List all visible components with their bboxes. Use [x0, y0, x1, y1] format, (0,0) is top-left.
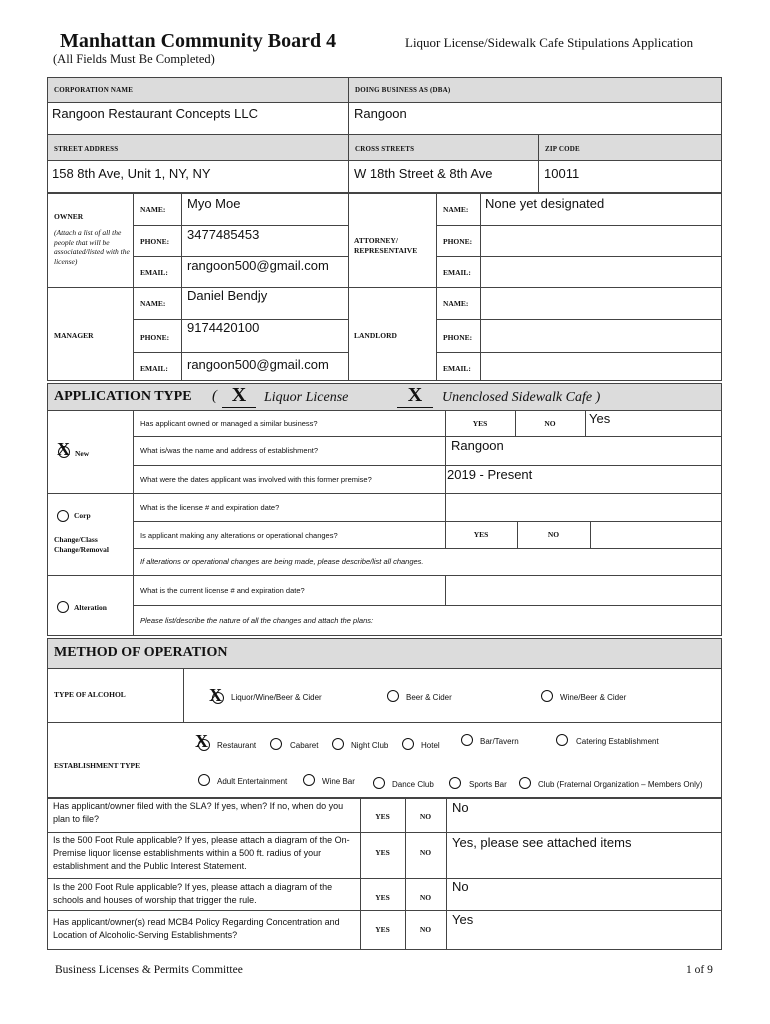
attorney-email-label: EMAIL: — [443, 268, 471, 277]
500-foot-no-label[interactable]: NO — [419, 848, 432, 857]
500-foot-yes-label[interactable]: YES — [375, 848, 390, 857]
establishment-option-radio[interactable] — [556, 734, 568, 746]
question-license-expiration: What is the license # and expiration date? — [140, 503, 280, 512]
corporation-name-label: CORPORATION NAME — [54, 86, 134, 94]
establishment-option-radio[interactable] — [449, 777, 461, 789]
manager-email-field[interactable]: rangoon500@gmail.com — [187, 357, 329, 372]
page-title: Manhattan Community Board 4 — [60, 30, 337, 52]
alteration-label: Alteration — [74, 603, 107, 612]
street-address-field[interactable]: 158 8th Ave, Unit 1, NY, NY — [52, 166, 211, 181]
question-plans: Please list/describe the nature of all the changes and attach the plans: — [140, 616, 374, 625]
dba-label: DOING BUSINESS AS (DBA) — [355, 86, 451, 94]
owner-label: OWNER — [54, 212, 84, 221]
landlord-phone-label: PHONE: — [443, 333, 473, 342]
establishment-option-label: Dance Club — [392, 780, 434, 789]
alcohol-option-label: Wine/Beer & Cider — [560, 693, 627, 702]
cross-streets-field[interactable]: W 18th Street & 8th Ave — [354, 166, 493, 181]
method-of-operation-table — [47, 638, 722, 798]
landlord-label: LANDLORD — [354, 331, 397, 340]
sidewalk-cafe-label: Unenclosed Sidewalk Cafe ) — [442, 390, 601, 405]
establishment-option-radio[interactable] — [198, 774, 210, 786]
owned-no-label[interactable]: NO — [544, 419, 556, 428]
question-sla: Has applicant/owner filed with the SLA? If yes, when? If no, when do you plan to file? — [53, 801, 344, 824]
question-owned-similar: Has applicant owned or managed a similar business? — [140, 419, 318, 428]
alterations-yes-label[interactable]: YES — [473, 530, 489, 539]
manager-name-field[interactable]: Daniel Bendjy — [187, 288, 268, 303]
mcb4-yes-label[interactable]: YES — [375, 925, 390, 934]
establishment-option-label: Restaurant — [217, 741, 257, 750]
mcb4-no-label[interactable]: NO — [419, 925, 432, 934]
owner-note: (Attach a list of all the people that will be associated/listed with the license) — [54, 228, 130, 266]
alcohol-option-label: Beer & Cider — [406, 693, 452, 702]
answer-owned-similar[interactable]: Yes — [589, 411, 611, 426]
question-current-license: What is the current license # and expiration date? — [140, 586, 305, 595]
establishment-option-label: Cabaret — [290, 741, 319, 750]
zip-code-label: ZIP CODE — [545, 145, 580, 153]
alcohol-option-radio[interactable] — [387, 690, 399, 702]
establishment-checkmark: X — [195, 731, 208, 751]
owner-email-field[interactable]: rangoon500@gmail.com — [187, 258, 329, 273]
manager-phone-label: PHONE: — [140, 333, 170, 342]
establishment-option-radio[interactable] — [270, 738, 282, 750]
attorney-name-label: NAME: — [443, 205, 469, 214]
establishment-option-label: Night Club — [351, 741, 389, 750]
sidewalk-cafe-checkmark[interactable]: X — [397, 384, 433, 408]
answer-200-foot-rule[interactable]: No — [452, 879, 469, 894]
manager-phone-field[interactable]: 9174420100 — [187, 320, 260, 335]
sla-yes-label[interactable]: YES — [375, 812, 390, 821]
establishment-option-label: Bar/Tavern — [480, 737, 519, 746]
method-of-operation-title: METHOD OF OPERATION — [54, 645, 228, 660]
answer-dates[interactable]: 2019 - Present — [447, 467, 533, 482]
alcohol-type-label: TYPE OF ALCOHOL — [54, 690, 126, 699]
cross-streets-label: CROSS STREETS — [355, 145, 415, 153]
establishment-option-radio[interactable] — [519, 777, 531, 789]
question-dates: What were the dates applicant was involved with this former premise? — [140, 475, 372, 484]
corp-label: Corp — [74, 511, 91, 520]
attorney-label: ATTORNEY/ REPRESENTAIVE — [354, 236, 418, 255]
alteration-radio[interactable] — [57, 601, 69, 613]
question-describe-changes: If alterations or operational changes are being made, please describe/list all changes. — [140, 557, 424, 566]
dba-field[interactable]: Rangoon — [354, 106, 407, 121]
owner-phone-label: PHONE: — [140, 237, 170, 246]
establishment-option-label: Hotel — [421, 741, 440, 750]
alcohol-option-radio[interactable] — [541, 690, 553, 702]
200-foot-yes-label[interactable]: YES — [375, 893, 390, 902]
establishment-type-label: ESTABLISHMENT TYPE — [54, 761, 141, 770]
owner-phone-field[interactable]: 3477485453 — [187, 227, 260, 242]
corp-radio[interactable] — [57, 510, 69, 522]
establishment-option-label: Wine Bar — [322, 777, 355, 786]
establishment-option-radio[interactable] — [402, 738, 414, 750]
document-type: Liquor License/Sidewalk Cafe Stipulations Application — [405, 35, 694, 50]
answer-establishment-name[interactable]: Rangoon — [451, 438, 504, 453]
owner-name-label: NAME: — [140, 205, 166, 214]
establishment-option-radio[interactable] — [461, 734, 473, 746]
question-establishment-name: What is/was the name and address of establishment? — [140, 446, 319, 455]
application-type-title: APPLICATION TYPE — [54, 389, 192, 404]
zip-code-field[interactable]: 10011 — [544, 166, 580, 181]
new-label: New — [75, 449, 90, 458]
establishment-option-label: Sports Bar — [469, 780, 507, 789]
liquor-license-label: Liquor License — [264, 390, 349, 405]
establishment-option-radio[interactable] — [332, 738, 344, 750]
page-subtitle: (All Fields Must Be Completed) — [53, 52, 215, 66]
alterations-no-label[interactable]: NO — [547, 530, 560, 539]
attorney-phone-label: PHONE: — [443, 237, 473, 246]
attorney-name-field[interactable]: None yet designated — [485, 196, 605, 211]
owner-name-field[interactable]: Myo Moe — [187, 196, 241, 211]
manager-name-label: NAME: — [140, 299, 166, 308]
alcohol-option-label: Liquor/Wine/Beer & Cider — [231, 693, 322, 702]
alcohol-checkmark: X — [209, 685, 222, 705]
answer-500-foot-rule[interactable]: Yes, please see attached items — [452, 835, 632, 850]
manager-email-label: EMAIL: — [140, 364, 168, 373]
establishment-option-radio[interactable] — [373, 777, 385, 789]
question-alterations: Is applicant making any alterations or operational changes? — [140, 531, 338, 540]
page-number: 1 of 9 — [686, 964, 713, 976]
owner-email-label: EMAIL: — [140, 268, 168, 277]
street-address-label: STREET ADDRESS — [54, 145, 119, 153]
manager-label: MANAGER — [54, 331, 94, 340]
sla-no-label[interactable]: NO — [419, 812, 432, 821]
owned-yes-label[interactable]: YES — [472, 419, 488, 428]
200-foot-no-label[interactable]: NO — [419, 893, 432, 902]
question-500-foot-rule: Is the 500 Foot Rule applicable? If yes, please attach a diagram of the On-Premise liquor license establishments within a 500 ft. radius of your establishment and the Public Interest Statement. — [53, 835, 350, 871]
landlord-email-label: EMAIL: — [443, 364, 471, 373]
footer-committee: Business Licenses & Permits Committee — [55, 964, 243, 976]
landlord-name-label: NAME: — [443, 299, 469, 308]
liquor-license-checkmark[interactable]: X — [222, 384, 256, 408]
answer-mcb4-policy[interactable]: Yes — [452, 912, 474, 927]
corporation-name-field[interactable]: Rangoon Restaurant Concepts LLC — [52, 106, 258, 121]
establishment-option-label: Club (Fraternal Organization – Members Only) — [538, 780, 703, 789]
paren-open: ( — [212, 388, 217, 404]
establishment-option-radio[interactable] — [303, 774, 315, 786]
change-class-label: Change/Class Change/Removal — [54, 535, 109, 554]
question-200-foot-rule: Is the 200 Foot Rule applicable? If yes, please attach a diagram of the schools and houses of worship that trigger the rule. — [53, 882, 333, 905]
answer-sla[interactable]: No — [452, 800, 469, 815]
establishment-option-label: Adult Entertainment — [217, 777, 288, 786]
new-checkmark: X — [57, 439, 70, 459]
question-mcb4-policy: Has applicant/owner(s) read MCB4 Policy Regarding Concentration and Location of Alcoholic-Serving Establishments? — [53, 917, 340, 940]
establishment-option-label: Catering Establishment — [576, 737, 659, 746]
